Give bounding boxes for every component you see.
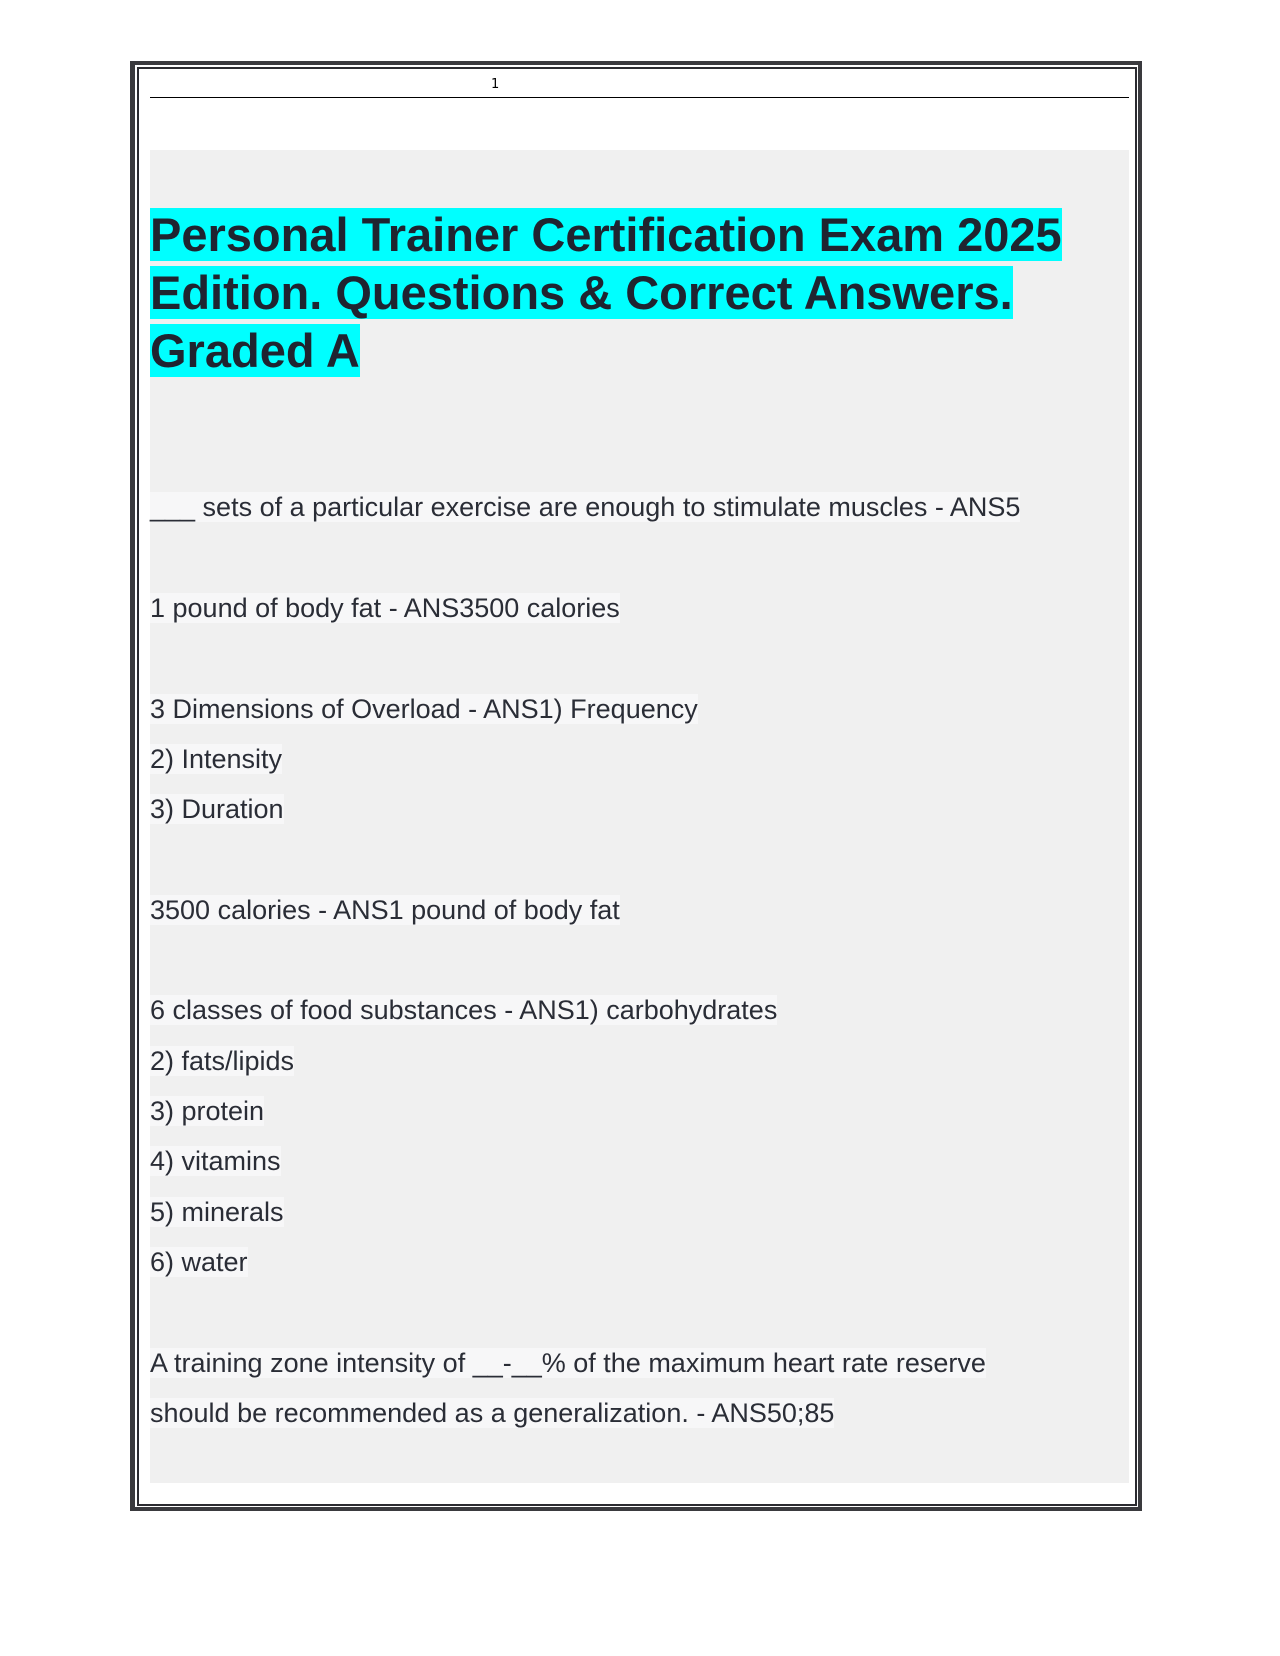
qa-line: 3 Dimensions of Overload - ANS1) Frequency xyxy=(150,694,698,724)
page-number: 1 xyxy=(491,77,500,92)
qa-line: 5) minerals xyxy=(150,1197,284,1227)
qa-line: 3) protein xyxy=(150,1096,265,1126)
qa-line: 4) vitamins xyxy=(150,1146,281,1176)
qa-line: 2) fats/lipids xyxy=(150,1046,295,1076)
qa-line: ___ sets of a particular exercise are enough to stimulate muscles - ANS5 xyxy=(150,492,1021,522)
qa-line: 3) Duration xyxy=(150,794,284,824)
document-title xyxy=(150,206,1130,380)
qa-line: 1 pound of body fat - ANS3500 calories xyxy=(150,593,620,623)
title-line-1: Personal Trainer Certification Exam 2025 xyxy=(150,208,1062,261)
qa-line: should be recommended as a generalization. - ANS50;85 xyxy=(150,1398,835,1428)
qa-line: 3500 calories - ANS1 pound of body fat xyxy=(150,895,620,925)
qa-line: 2) Intensity xyxy=(150,744,283,774)
title-line-2: Edition. Questions & Correct Answers. xyxy=(150,266,1013,319)
qa-line: 6) water xyxy=(150,1247,248,1277)
qa-line: A training zone intensity of __-__% of the maximum heart rate reserve xyxy=(150,1348,986,1378)
header-divider xyxy=(150,97,1129,98)
title-line-3: Graded A xyxy=(150,324,360,377)
qa-line: 6 classes of food substances - ANS1) carbohydrates xyxy=(150,995,778,1025)
